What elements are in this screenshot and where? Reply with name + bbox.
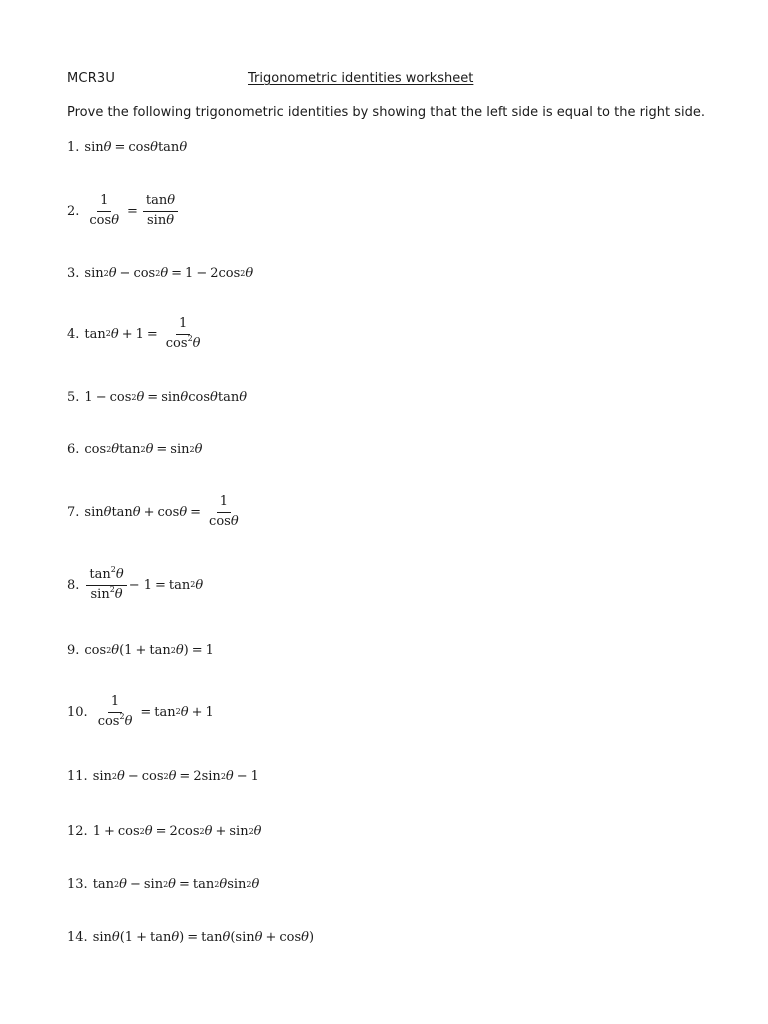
identity-expression: 1 + cos 2 θ = 2cos 2 θ + sin 2 θ <box>92 824 262 839</box>
problem-number: 1. <box>67 140 80 155</box>
identity-expression: sin θ = cos θ tan θ <box>84 140 188 155</box>
identity-expression: tan 2 θ − sin 2 θ = tan 2 θ sin 2 θ <box>92 877 260 892</box>
problem-number: 11. <box>67 769 88 784</box>
identity-expression: 1 − cos 2 θ = sin θ cos θ tan θ <box>84 390 248 405</box>
identity-expression: cos 2 θ tan 2 θ = sin 2 θ <box>84 442 203 457</box>
problem-number: 14. <box>67 930 88 945</box>
problem-number: 4. <box>67 326 80 342</box>
problem-7 <box>67 495 244 530</box>
identity-expression: sin 2 θ − cos 2 θ = 2sin 2 θ − 1 <box>92 769 259 784</box>
problem-number: 13. <box>67 877 88 892</box>
problem-1 <box>67 140 187 155</box>
problem-number: 5. <box>67 390 80 405</box>
problem-4 <box>67 317 205 352</box>
problem-2 <box>67 194 180 229</box>
instructions: Prove the following trigonometric identities by showing that the left side is equal to the right side. <box>67 105 706 120</box>
problem-number: 2. <box>67 203 80 219</box>
problem-3 <box>67 266 253 281</box>
problem-number: 7. <box>67 504 80 520</box>
problem-10 <box>67 695 214 730</box>
problem-number: 8. <box>67 577 80 593</box>
identity-expression: cos 2 θ (1 + tan 2 θ ) = 1 <box>84 643 214 658</box>
course-code: MCR3U <box>67 71 116 86</box>
worksheet-title: Trigonometric identities worksheet <box>248 71 474 86</box>
problem-number: 3. <box>67 266 80 281</box>
problem-5 <box>67 390 247 405</box>
problem-11 <box>67 769 259 784</box>
identity-expression: sin 2 θ − cos 2 θ = 1 − 2cos 2 θ <box>84 266 254 281</box>
identity-expression: $\frac{1}{\cos^2\theta}$ = tan 2 θ + 1 <box>97 694 214 729</box>
identity-expression: sin θ (1 + tan θ ) = tan θ (sin θ + cos θ ) <box>92 930 315 945</box>
problem-6 <box>67 442 202 457</box>
problem-number: 10. <box>67 704 88 720</box>
problem-9 <box>67 643 214 658</box>
identity-expression: $\frac{\tan^2\theta}{\sin^2\theta}$ − 1 = tan 2 θ <box>84 568 203 603</box>
identity-expression: $\frac{1}{\cos\theta}$ = $\frac{\tan\theta}{\sin\theta}$ <box>84 194 180 229</box>
problem-14 <box>67 930 314 945</box>
identity-expression: sin θ tan θ + cos θ = $\frac{1}{\cos\theta}$ <box>84 494 239 529</box>
problem-13 <box>67 877 259 892</box>
problem-8 <box>67 565 204 603</box>
problem-number: 12. <box>67 824 88 839</box>
problem-12 <box>67 824 262 839</box>
problem-number: 9. <box>67 643 80 658</box>
problem-number: 6. <box>67 442 80 457</box>
identity-expression: tan 2 θ + 1 = $\frac{1}{\cos^2\theta}$ <box>84 316 201 351</box>
